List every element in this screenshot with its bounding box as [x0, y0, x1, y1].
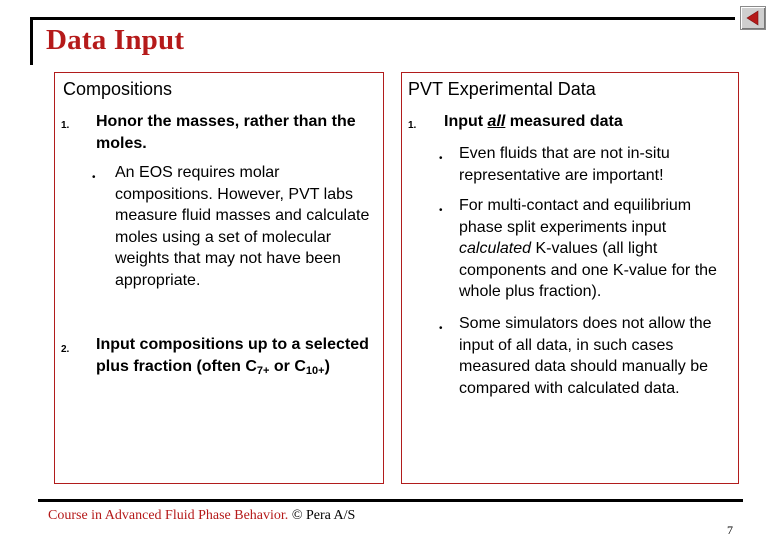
bottom-rule — [38, 499, 743, 502]
top-rule — [30, 17, 735, 20]
compositions-heading: Compositions — [63, 79, 173, 99]
eos-molar-text: An EOS requires molar compositions. However, PVT labs measure fluid masses and calculate moles using a set of molecular weights that may not have been appropriate. — [115, 164, 370, 289]
left-rule — [30, 17, 33, 65]
pvt-heading: PVT Experimental Data — [408, 79, 596, 99]
plus-fraction-text: Input compositions up to a selected plus fraction (often $C_{7+}$ or $C_{10+}$) — [96, 336, 369, 377]
bullet-marker: • — [439, 153, 443, 164]
page-number: 7 — [727, 523, 733, 537]
item-number: 1. — [408, 120, 417, 131]
footer — [48, 508, 355, 524]
slide-title: Data Input — [46, 24, 185, 56]
compositions-panel — [54, 72, 384, 484]
input-all-data-text: Input all measured data — [444, 113, 623, 130]
back-arrow-icon — [741, 7, 765, 29]
course-name: Course in Advanced Fluid Phase Behavior. — [48, 508, 289, 523]
back-button[interactable] — [740, 6, 766, 30]
honor-masses-text: Honor the masses, rather than the moles. — [96, 113, 356, 152]
item-number: 2. — [61, 344, 70, 355]
bullet-marker: • — [439, 323, 443, 334]
bullet-marker: • — [439, 205, 443, 216]
bullet-marker: • — [92, 172, 96, 183]
item-number: 1. — [61, 120, 70, 131]
multi-contact-text: For multi-contact and equilibrium phase split experiments input calculated K-values (all light components and one K-value for the whole plus fraction). — [459, 197, 717, 301]
copyright: © Pera A/S — [288, 508, 356, 523]
pvt-experimental-panel — [401, 72, 739, 484]
simulators-text: Some simulators does not allow the input of all data, in such cases measured data should manually be compared with calculated data. — [459, 315, 712, 397]
in-situ-text: Even fluids that are not in-situ representative are important! — [459, 145, 670, 184]
